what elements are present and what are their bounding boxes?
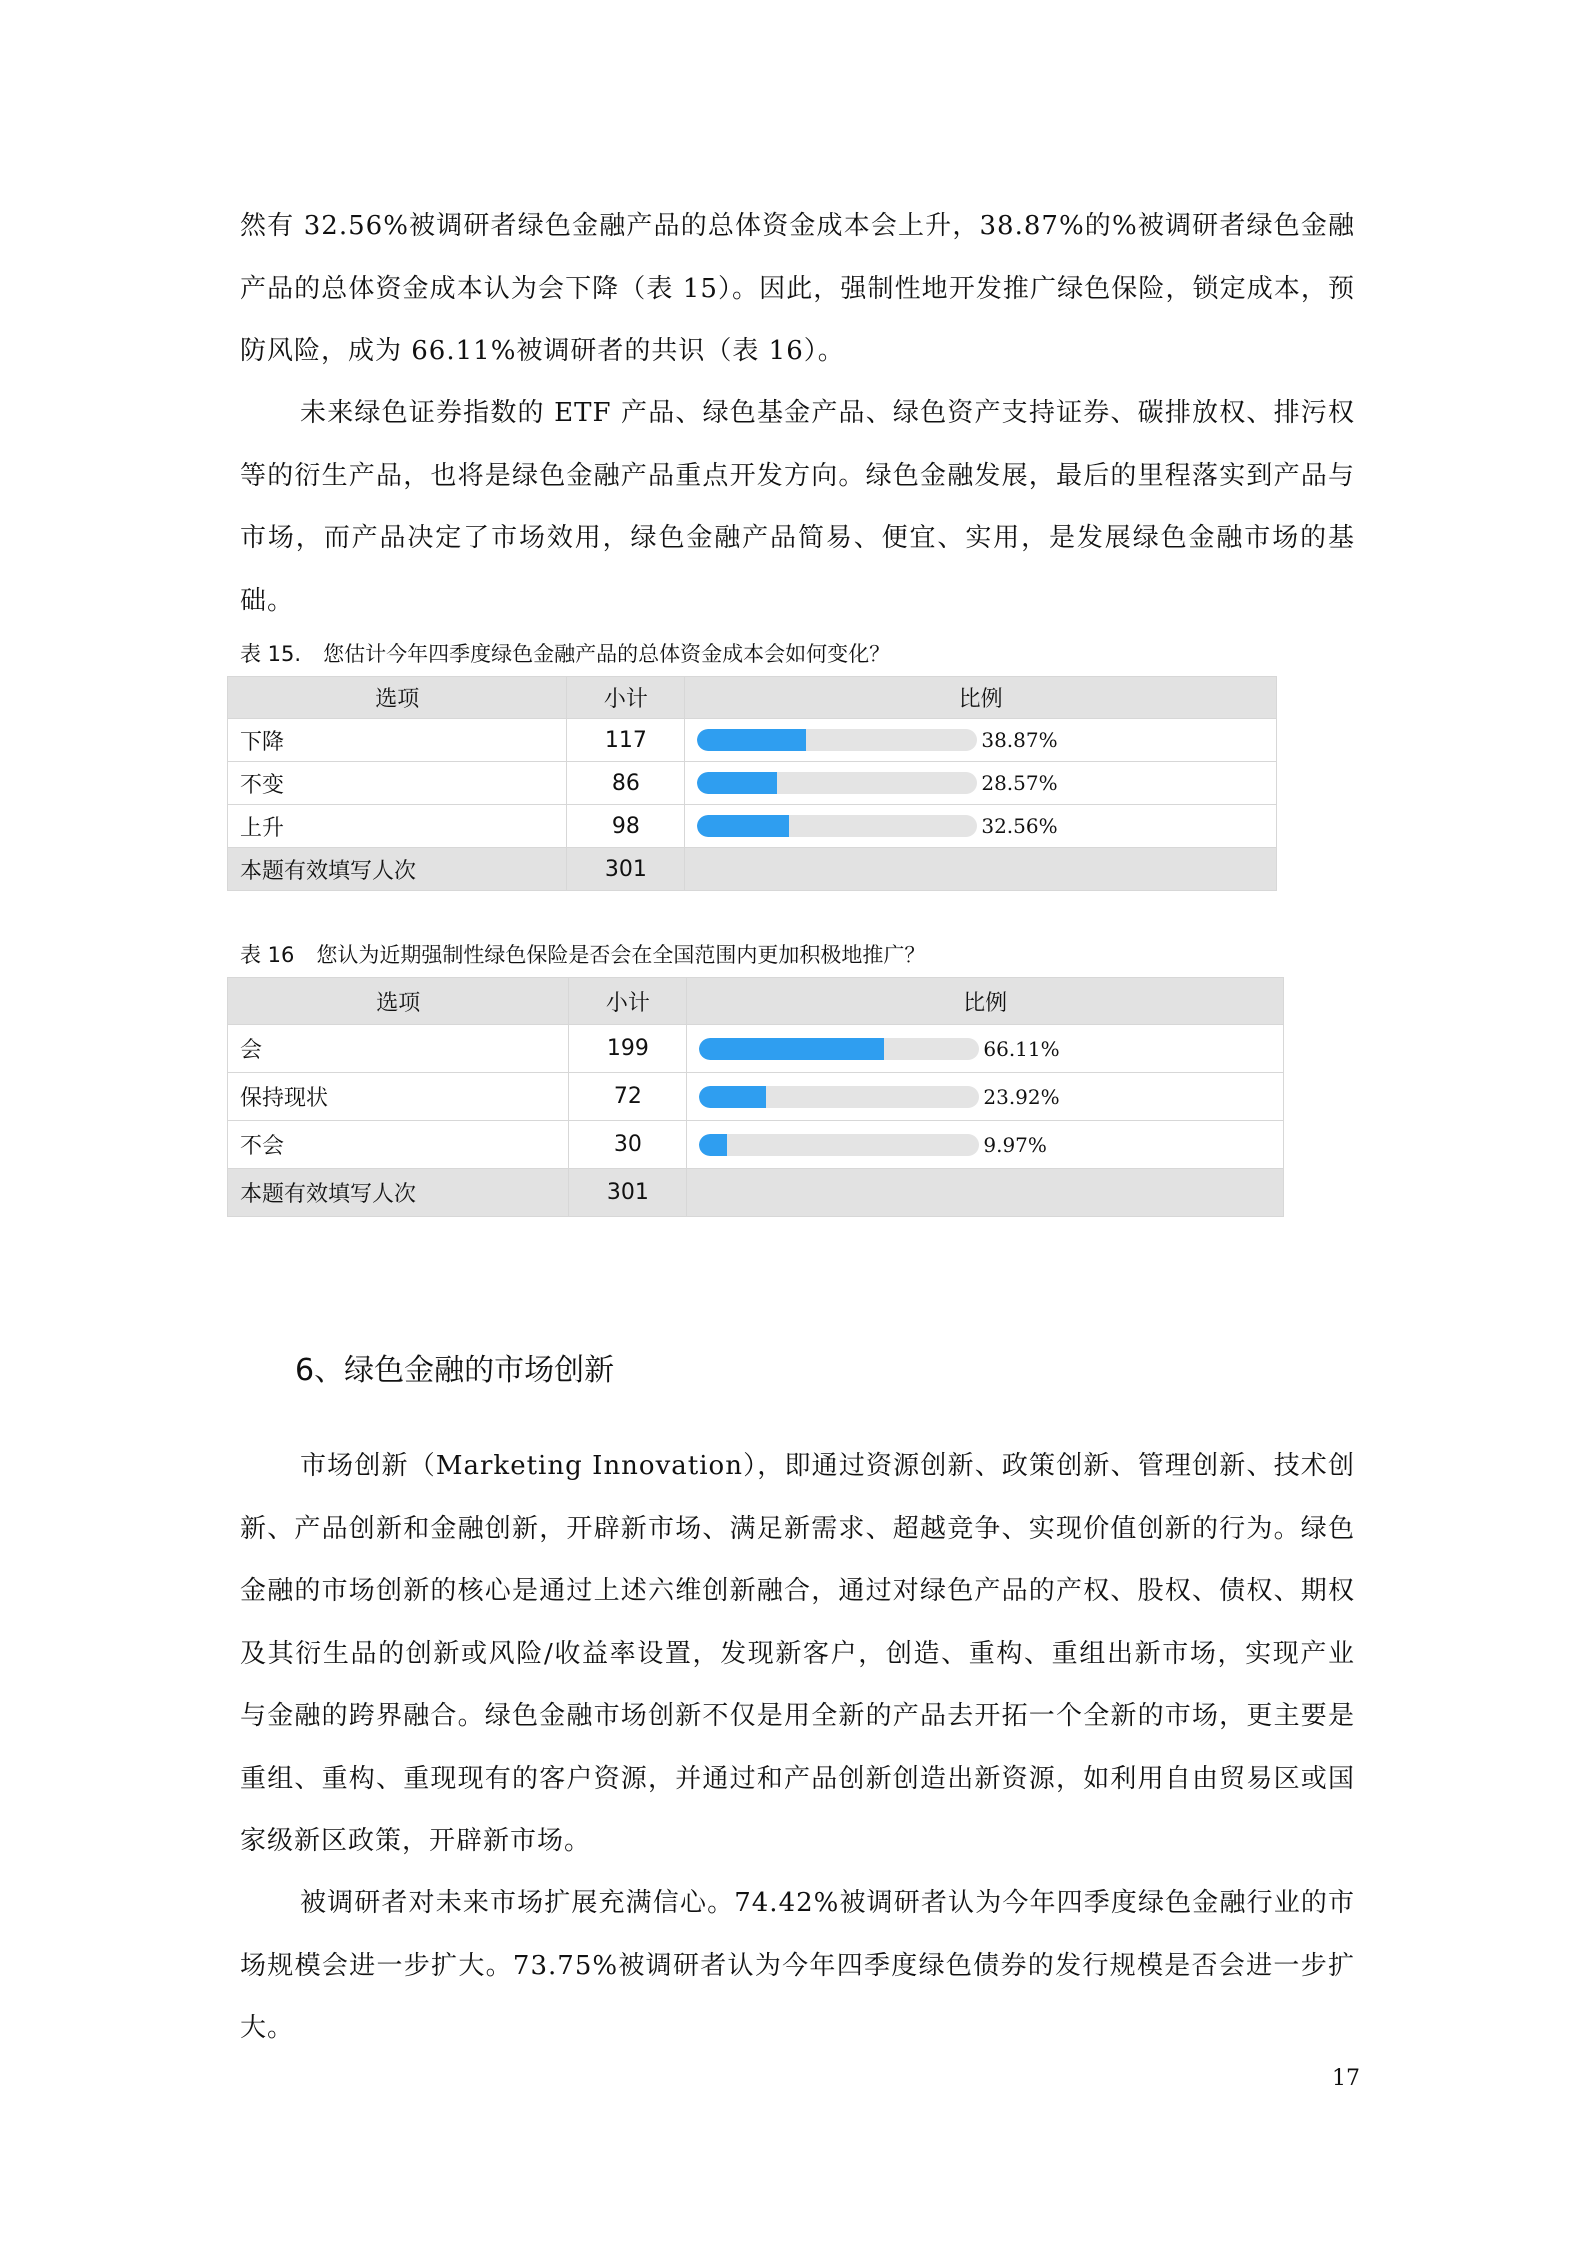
table-total-row <box>228 1169 1284 1217</box>
progress-bar-track <box>697 772 977 794</box>
paragraph-1: 然有 32.56%被调研者绿色金融产品的总体资金成本会上升，38.87%的%被调研者绿色金融产品的总体资金成本认为会下降（表 15）。因此，强制性地开发推广绿色保险，锁定成本，预防风险，成为 66.11%被调研者的共识（表 16）。 <box>240 211 1355 366</box>
total-count: 301 <box>567 848 685 891</box>
table-row <box>228 1073 1284 1121</box>
table-15-question: 您估计今年四季度绿色金融产品的总体资金成本会如何变化？ <box>323 642 891 666</box>
table-15 <box>227 676 1277 891</box>
progress-bar-track <box>699 1086 979 1108</box>
header-option: 选项 <box>228 978 569 1025</box>
table-row <box>228 1025 1284 1073</box>
row-count: 30 <box>569 1121 687 1169</box>
row-ratio-cell <box>687 1121 1284 1169</box>
total-label: 本题有效填写人次 <box>228 1169 569 1217</box>
header-count: 小计 <box>569 978 687 1025</box>
progress-bar-track <box>699 1134 979 1156</box>
row-option: 下降 <box>228 719 567 762</box>
progress-bar-track <box>699 1038 979 1060</box>
row-ratio-cell <box>685 719 1277 762</box>
row-percent: 32.56% <box>981 814 1058 838</box>
row-percent: 28.57% <box>981 771 1058 795</box>
progress-bar-track <box>697 815 977 837</box>
row-count: 72 <box>569 1073 687 1121</box>
total-label: 本题有效填写人次 <box>228 848 567 891</box>
row-percent: 38.87% <box>981 728 1058 752</box>
row-option: 上升 <box>228 805 567 848</box>
total-empty-cell <box>687 1169 1284 1217</box>
row-count: 98 <box>567 805 685 848</box>
header-ratio: 比例 <box>685 677 1277 719</box>
progress-bar-fill <box>697 772 777 794</box>
table-header-row <box>228 978 1284 1025</box>
table-16-caption <box>240 939 925 969</box>
table-row <box>228 1121 1284 1169</box>
row-percent: 9.97% <box>983 1132 1047 1157</box>
progress-bar-fill <box>699 1086 766 1108</box>
table-16-label: 表 16 <box>240 943 295 967</box>
progress-bar-fill <box>699 1038 884 1060</box>
total-empty-cell <box>685 848 1277 891</box>
row-count: 86 <box>567 762 685 805</box>
header-option: 选项 <box>228 677 567 719</box>
table-row <box>228 719 1277 762</box>
progress-bar-fill <box>697 729 806 751</box>
row-ratio-cell <box>685 805 1277 848</box>
table-16 <box>227 977 1284 1217</box>
table-15-caption <box>240 638 890 668</box>
progress-bar-fill <box>699 1134 727 1156</box>
row-percent: 23.92% <box>983 1084 1060 1109</box>
row-count: 199 <box>569 1025 687 1073</box>
row-ratio-cell <box>685 762 1277 805</box>
progress-bar-fill <box>697 815 788 837</box>
paragraph-3: 市场创新（Marketing Innovation），即通过资源创新、政策创新、管理创新、技术创新、产品创新和金融创新，开辟新市场、满足新需求、超越竞争、实现价值创新的行为。绿色金融的市场创新的核心是通过上述六维创新融合，通过对绿色产品的产权、股权、债权、期权及其衍生品的创新或风险/收益率设置，发现新客户，创造、重构、重组出新市场，实现产业与金融的跨界融合。绿色金融市场创新不仅是用全新的产品去开拓一个全新的市场，更主要是重组、重构、重现现有的客户资源，并通过和产品创新创造出新资源，如利用自由贸易区或国家级新区政策，开辟新市场。 <box>240 1451 1355 1856</box>
header-ratio: 比例 <box>687 978 1284 1025</box>
table-row <box>228 805 1277 848</box>
progress-bar-track <box>697 729 977 751</box>
row-ratio-cell <box>687 1025 1284 1073</box>
row-ratio-cell <box>687 1073 1284 1121</box>
row-option: 保持现状 <box>228 1073 569 1121</box>
row-percent: 66.11% <box>983 1036 1060 1061</box>
row-option: 不会 <box>228 1121 569 1169</box>
table-row <box>228 762 1277 805</box>
table-15-label: 表 15. <box>240 642 302 666</box>
header-count: 小计 <box>567 677 685 719</box>
table-16-question: 您认为近期强制性绿色保险是否会在全国范围内更加积极地推广？ <box>316 943 926 967</box>
section-heading: 6、绿色金融的市场创新 <box>295 1353 615 1388</box>
table-header-row <box>228 677 1277 719</box>
total-count: 301 <box>569 1169 687 1217</box>
row-count: 117 <box>567 719 685 762</box>
page-number: 17 <box>1332 2066 1360 2091</box>
row-option: 会 <box>228 1025 569 1073</box>
table-total-row <box>228 848 1277 891</box>
paragraph-4: 被调研者对未来市场扩展充满信心。74.42%被调研者认为今年四季度绿色金融行业的市场规模会进一步扩大。73.75%被调研者认为今年四季度绿色债券的发行规模是否会进一步扩大。 <box>240 1888 1355 2043</box>
row-option: 不变 <box>228 762 567 805</box>
paragraph-2: 未来绿色证券指数的 ETF 产品、绿色基金产品、绿色资产支持证券、碳排放权、排污权等的衍生产品，也将是绿色金融产品重点开发方向。绿色金融发展，最后的里程落实到产品与市场，而产品决定了市场效用，绿色金融产品简易、便宜、实用，是发展绿色金融市场的基础。 <box>240 398 1355 616</box>
